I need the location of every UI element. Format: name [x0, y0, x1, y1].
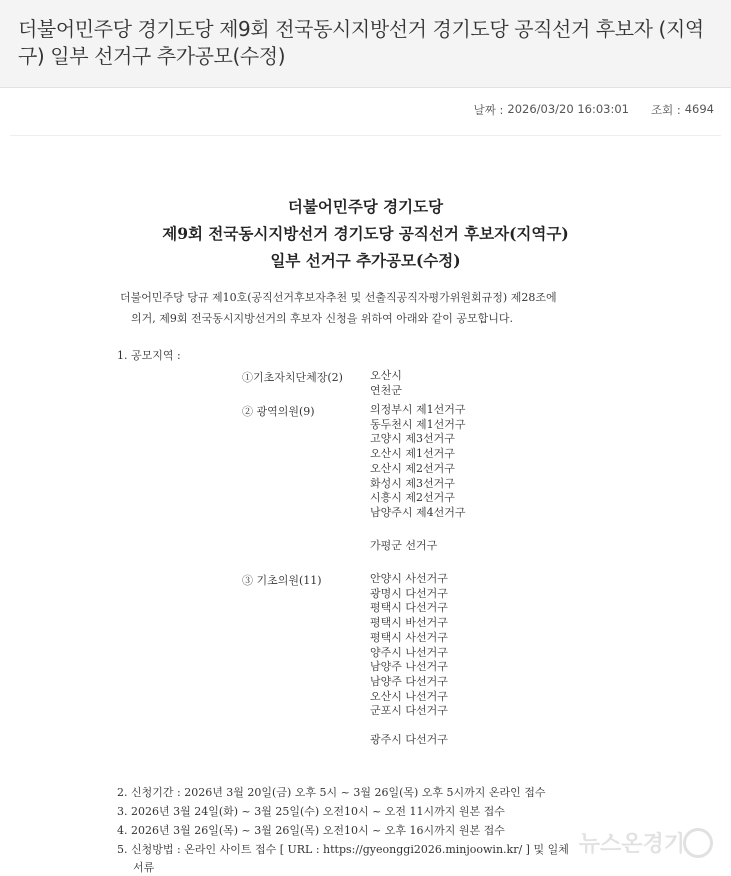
area-item: 오산시 — [370, 369, 402, 382]
section-1-label: 1. 공모지역 : — [117, 349, 181, 362]
category-provincial-areas — [370, 403, 466, 521]
area-item: 광명시 다선거구 — [370, 586, 448, 600]
item-application-method-cont: 서류 — [133, 861, 155, 874]
news-watermark — [579, 827, 713, 858]
area-item: 화성시 제3선거구 — [370, 476, 455, 490]
area-item: 의정부시 제1선거구 — [370, 403, 466, 416]
item-application-period: 2. 신청기간 : 2026년 3월 20일(금) 오후 5시 ~ 3월 26일(목) 오후 5시까지 온라인 접수 — [117, 786, 546, 799]
watermark-circle-icon — [683, 828, 713, 858]
views-value: 4694 — [684, 102, 714, 116]
item-original-submission-2: 4. 2026년 3월 26일(목) ~ 3월 26일(목) 오전10시 ~ 오후 16시까지 원본 접수 — [117, 824, 505, 837]
area-item: 고양시 제3선거구 — [370, 432, 455, 446]
area-item: 오산시 나선거구 — [370, 689, 448, 703]
area-item: 광주시 다선거구 — [370, 733, 448, 746]
intro-line-1: 더불어민주당 당규 제10호(공직선거후보자추천 및 선출직공직자평가위원회규정) 제28조에 — [120, 291, 557, 304]
area-item: 평택시 다선거구 — [370, 601, 448, 615]
category-provincial-extra-areas — [370, 539, 437, 554]
area-item: 평택시 사선거구 — [370, 630, 448, 644]
item-original-submission-1: 3. 2026년 3월 24일(화) ~ 3월 25일(수) 오전10시 ~ 오전 11시까지 원본 접수 — [117, 805, 505, 818]
area-item: 군포시 다선거구 — [370, 704, 448, 718]
category-mayor-areas — [370, 369, 402, 398]
area-item: 시흥시 제2선거구 — [370, 491, 455, 505]
intro-line-2: 의거, 제9회 전국동시지방선거의 후보자 신청을 위하여 아래와 같이 공모합니다. — [131, 312, 513, 325]
views-label: 조회 : — [650, 103, 681, 117]
category-local-extra-areas — [370, 733, 448, 748]
area-item: 평택시 바선거구 — [370, 616, 448, 630]
area-item: 오산시 제1선거구 — [370, 447, 455, 461]
doc-heading-line-1: 더불어민주당 경기도당 — [287, 197, 444, 216]
doc-heading-line-3: 일부 선거구 추가공모(수정) — [270, 251, 461, 270]
area-item: 남양주 다선거구 — [370, 674, 448, 688]
area-item: 양주시 나선거구 — [370, 645, 448, 659]
area-item: 남양주 나선거구 — [370, 660, 448, 674]
date-value: 2026/03/20 16:03:01 — [507, 102, 629, 116]
post-title: 더불어민주당 경기도당 제9회 전국동시지방선거 경기도당 공직선거 후보자 (지역구) 일부 선거구 추가공모(수정) — [18, 17, 704, 68]
doc-heading-line-2: 제9회 전국동시지방선거 경기도당 공직선거 후보자(지역구) — [162, 224, 569, 243]
area-item: 오산시 제2선거구 — [370, 461, 455, 475]
category-mayor-label: ①기초자치단체장(2) — [242, 371, 343, 384]
category-local-areas — [370, 572, 448, 719]
area-item: 연천군 — [370, 383, 402, 397]
date-label: 날짜 : — [473, 103, 504, 117]
category-local-label: ③ 기초의원(11) — [242, 574, 322, 587]
area-item: 가평군 선거구 — [370, 539, 438, 552]
watermark-text: 뉴스온경기 — [578, 832, 685, 857]
area-item: 안양시 사선거구 — [370, 572, 448, 585]
item-application-method: 5. 신청방법 : 온라인 사이트 접수 [ URL : https://gyeonggi2026.minjoowin.kr/ ] 및 일체 — [117, 843, 569, 856]
category-provincial-label: ② 광역의원(9) — [242, 405, 315, 418]
area-item: 남양주시 제4선거구 — [370, 505, 466, 519]
area-item: 동두천시 제1선거구 — [370, 417, 466, 431]
